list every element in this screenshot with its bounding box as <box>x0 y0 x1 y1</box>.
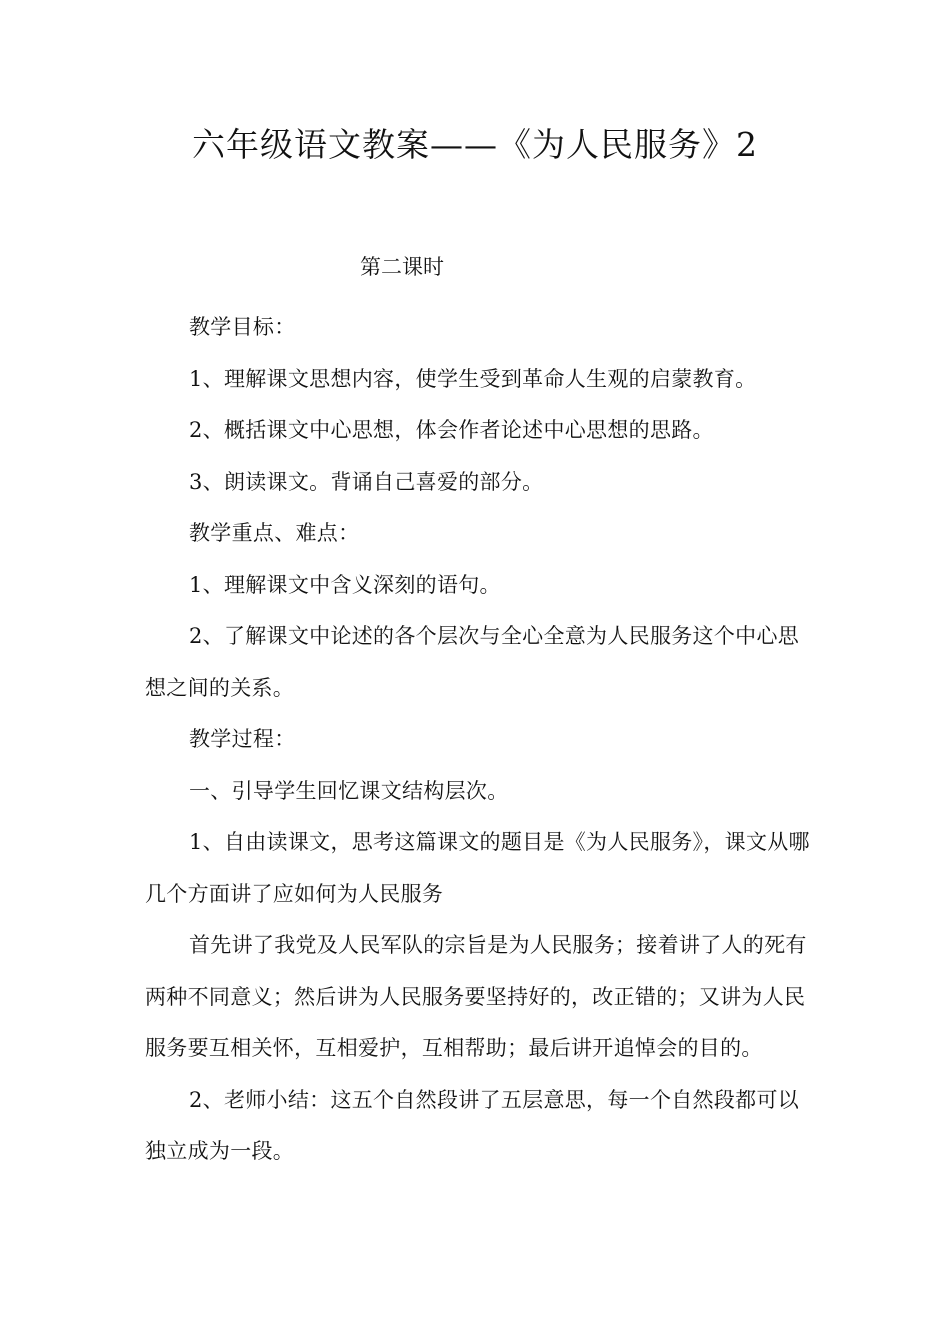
paragraph-step-1-question: 1、自由读课文，思考这篇课文的题目是《为人民服务》，课文从哪几个方面讲了应如何为人民服务 <box>145 830 810 906</box>
paragraph-step-1-summary: 2、老师小结：这五个自然段讲了五层意思，每一个自然段都可以独立成为一段。 <box>145 1087 800 1163</box>
paragraph-goal-1: 1、理解课文思想内容，使学生受到革命人生观的启蒙教育。 <box>189 366 757 391</box>
paragraph-goal-2: 2、概括课文中心思想，体会作者论述中心思想的思路。 <box>189 418 714 442</box>
paragraph-step-1: 一、引导学生回忆课文结构层次。 <box>189 778 509 803</box>
document-title: 六年级语文教案——《为人民服务》2 <box>192 125 758 164</box>
paragraph-teaching-goals-heading: 教学目标： <box>189 315 296 339</box>
lesson-subtitle: 第二课时 <box>360 255 444 279</box>
paragraph-key-points-heading: 教学重点、难点： <box>189 521 360 545</box>
paragraph-key-point-2: 2、了解课文中论述的各个层次与全心全意为人民服务这个中心思想之间的关系。 <box>145 624 800 700</box>
paragraph-step-1-answer: 首先讲了我党及人民军队的宗旨是为人民服务；接着讲了人的死有两种不同意义；然后讲为人民服务要坚持好的，改正错的；又讲为人民服务要互相关怀，互相爱护，互相帮助；最后讲开追悼会的目的。 <box>145 933 807 1060</box>
paragraph-goal-3: 3、朗读课文。背诵自己喜爱的部分。 <box>189 469 544 494</box>
paragraph-key-point-1: 1、理解课文中含义深刻的语句。 <box>189 572 501 597</box>
document-body <box>145 302 810 1178</box>
paragraph-process-heading: 教学过程： <box>189 727 296 751</box>
